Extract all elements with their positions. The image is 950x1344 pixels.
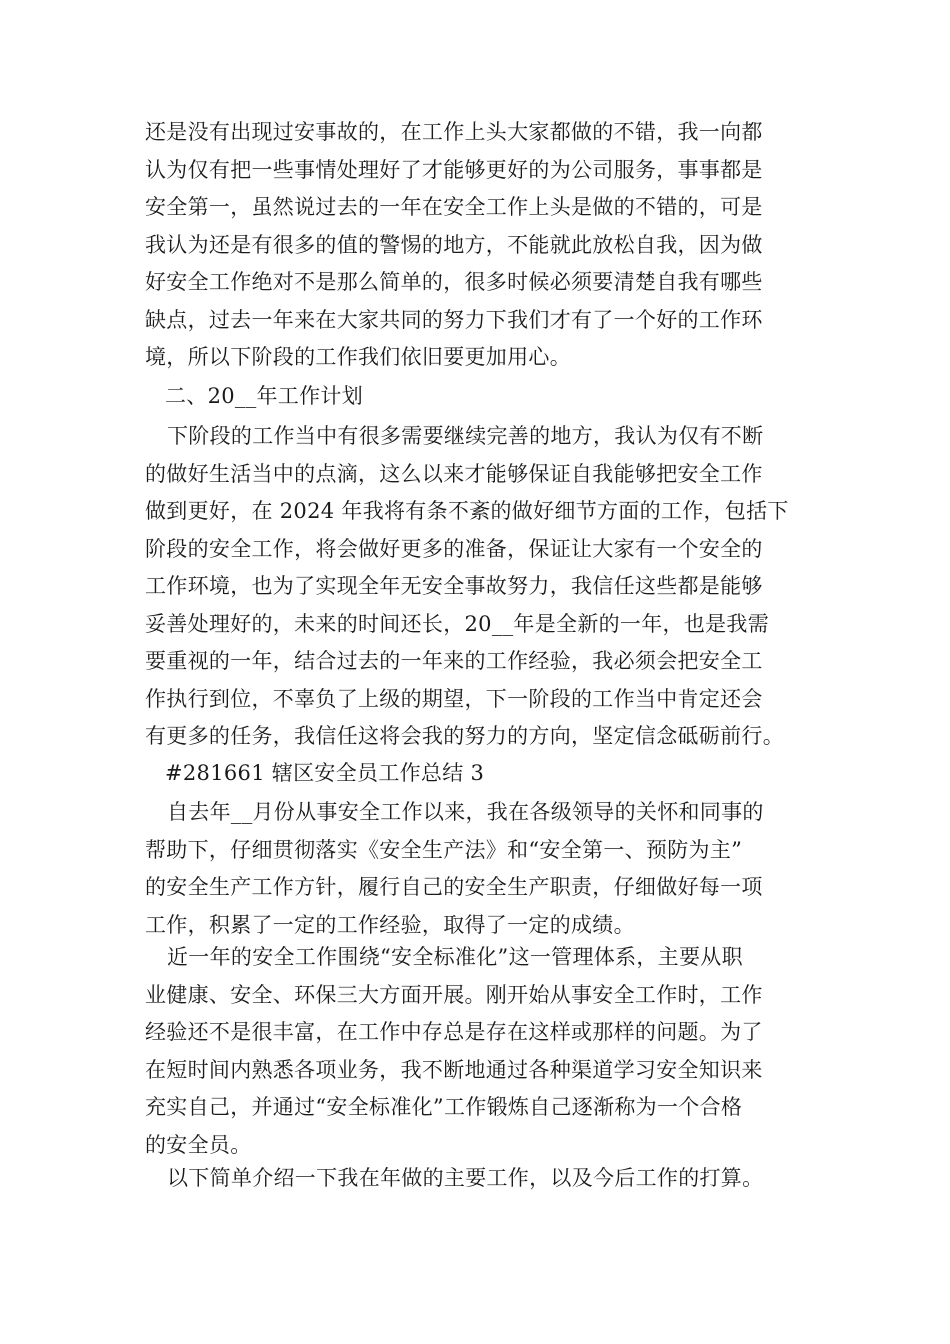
text-line: 近一年的安全工作围绕“安全标准化”这一管理体系，主要从职 (167, 945, 743, 969)
text-line: 好安全工作绝对不是那么简单的，很多时候必须要清楚自我有哪些 (145, 270, 763, 294)
text-line: 缺点，过去一年来在大家共同的努力下我们才有了一个好的工作环 (145, 307, 763, 332)
section-heading-summary-3 (145, 755, 810, 793)
text-line: 充实自己，并通过“安全标准化”工作锻炼自己逐渐称为一个合格 (145, 1095, 743, 1119)
heading-text: 二、20__年工作计划 (165, 384, 364, 408)
text-line: 业健康、安全、环保三大方面开展。刚开始从事安全工作时，工作 (145, 982, 763, 1007)
text-line: 工作环境，也为了实现全年无安全事故努力，我信任这些都是能够 (145, 574, 763, 598)
text-line: 的做好生活当中的点滴，这么以来才能够保证自我能够把安全工作 (145, 461, 763, 486)
text-line: 以下简单介绍一下我在年做的主要工作，以及今后工作的打算。 (167, 1166, 764, 1190)
text-line: 做到更好，在 2024 年我将有条不紊的做好细节方面的工作，包括下 (145, 499, 789, 523)
text-line: 境，所以下阶段的工作我们依旧要更加用心。 (145, 345, 571, 369)
text-line: 要重视的一年，结合过去的一年来的工作经验，我必须会把安全工 (145, 649, 763, 673)
paragraph-work-plan (145, 418, 810, 756)
text-line: 安全第一，虽然说过去的一年在安全工作上头是做的不错的，可是 (145, 195, 763, 219)
text-line: 工作，积累了一定的工作经验，取得了一定的成绩。 (145, 912, 635, 937)
text-line: 下阶段的工作当中有很多需要继续完善的地方，我认为仅有不断 (167, 424, 764, 448)
section-heading-work-plan (145, 378, 810, 416)
text-line: 作执行到位，不辜负了上级的期望，下一阶段的工作当中肯定还会 (145, 686, 763, 711)
text-line: 经验还不是很丰富，在工作中存总是存在这样或那样的问题。为了 (145, 1020, 763, 1044)
text-line: 的安全员。 (145, 1132, 252, 1157)
text-line: 还是没有出现过安事故的，在工作上头大家都做的不错，我一向都 (145, 120, 763, 144)
paragraph-intro (145, 794, 810, 944)
text-line: 的安全生产工作方针，履行自己的安全生产职责，仔细做好每一项 (145, 875, 763, 899)
paragraph-safety-review (145, 114, 810, 377)
heading-text: #281661 辖区安全员工作总结 3 (165, 761, 485, 785)
text-line: 妥善处理好的，未来的时间还长，20__年是全新的一年，也是我需 (145, 611, 770, 636)
paragraph-outline (145, 1160, 810, 1198)
text-line: 在短时间内熟悉各项业务，我不断地通过各种渠道学习安全知识来 (145, 1057, 763, 1082)
text-line: 认为仅有把一些事情处理好了才能够更好的为公司服务，事事都是 (145, 157, 763, 182)
text-line: 自去年__月份从事安全工作以来，我在各级领导的关怀和同事的 (167, 800, 764, 824)
paragraph-standardization (145, 939, 810, 1164)
text-line: 我认为还是有很多的值的警惕的地方，不能就此放松自我，因为做 (145, 232, 763, 257)
text-line: 阶段的安全工作，将会做好更多的准备，保证让大家有一个安全的 (145, 536, 763, 561)
text-line: 帮助下，仔细贯彻落实《安全生产法》和“安全第一、预防为主” (145, 837, 743, 862)
text-line: 有更多的任务，我信任这将会我的努力的方向，坚定信念砥砺前行。 (145, 724, 784, 748)
